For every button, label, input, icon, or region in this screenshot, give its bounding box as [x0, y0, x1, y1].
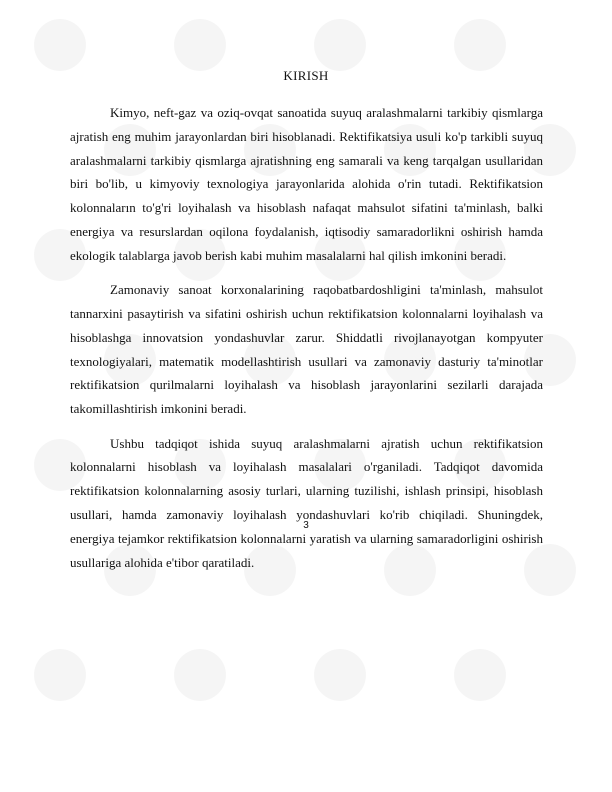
page-number: 3 [303, 520, 309, 531]
paragraph-3: Ushbu tadqiqot ishida suyuq aralashmalarni ajratish uchun rektifikatsion kolonnalarni hisoblash va loyihalash masalalari o'rganiladi. Tadqiqot davomida rektifikatsion kolonnalarning asosiy turlari, ularning tuzilishi, ishlash prinsipi, hisoblash usullari, hamda zamonaviy loyihalash yondashuvlari ko'rib chiqiladi. Shuningdek, energiya tejamkor rektifikatsion kolonnalarni yaratish va ularning samaradorligini oshirish usullariga alohida e'tibor qaratiladi. [70, 435, 543, 570]
paragraph-1: Kimyo, neft-gaz va oziq-ovqat sanoatida suyuq aralashmalarni tarkibiy qismlarga ajratish eng muhim jarayonlardan biri hisoblanadi. Rektifikatsiya usuli ko'p tarkibli suyuq aralashmalarni tarkibiy qismlarga ajratishning eng samarali va keng tarqalgan usullaridan biri bo'lib, u kimyoviy texnologiya jarayonlarida alohida o'rin tutadi. Rektifikatsion kolonnaların to'g'ri loyihalash va hisoblash nafaqat mahsulot sifatini ta'minlash, balki energiya va resurslardan oqilona foydalanish, iqtisodiy samaradorlikni oshirish hamda ekologik talablarga javob berish kabi muhim masalalarni hal qilish imkonini beradi. [70, 105, 543, 263]
section-heading: KIRISH [283, 68, 329, 83]
body-text [70, 101, 543, 585]
paragraph-2: Zamonaviy sanoat korxonalarining raqobatbardoshligini ta'minlash, mahsulot tannarxini pasaytirish va sifatini oshirish uchun rektifikatsion kolonnalarni loyihalash va hisoblashga innovatsion yondashuvlar zarur. Shiddatli rivojlanayotgan kompyuter texnologiyalari, matematik modellashtirish usullari va zamonaviy dasturiy ta'minotlar rektifikatsion qurilmalarni loyihalash va hisoblash jarayonlarini sezilarli darajada takomillashtirish imkonini beradi. [70, 282, 543, 417]
